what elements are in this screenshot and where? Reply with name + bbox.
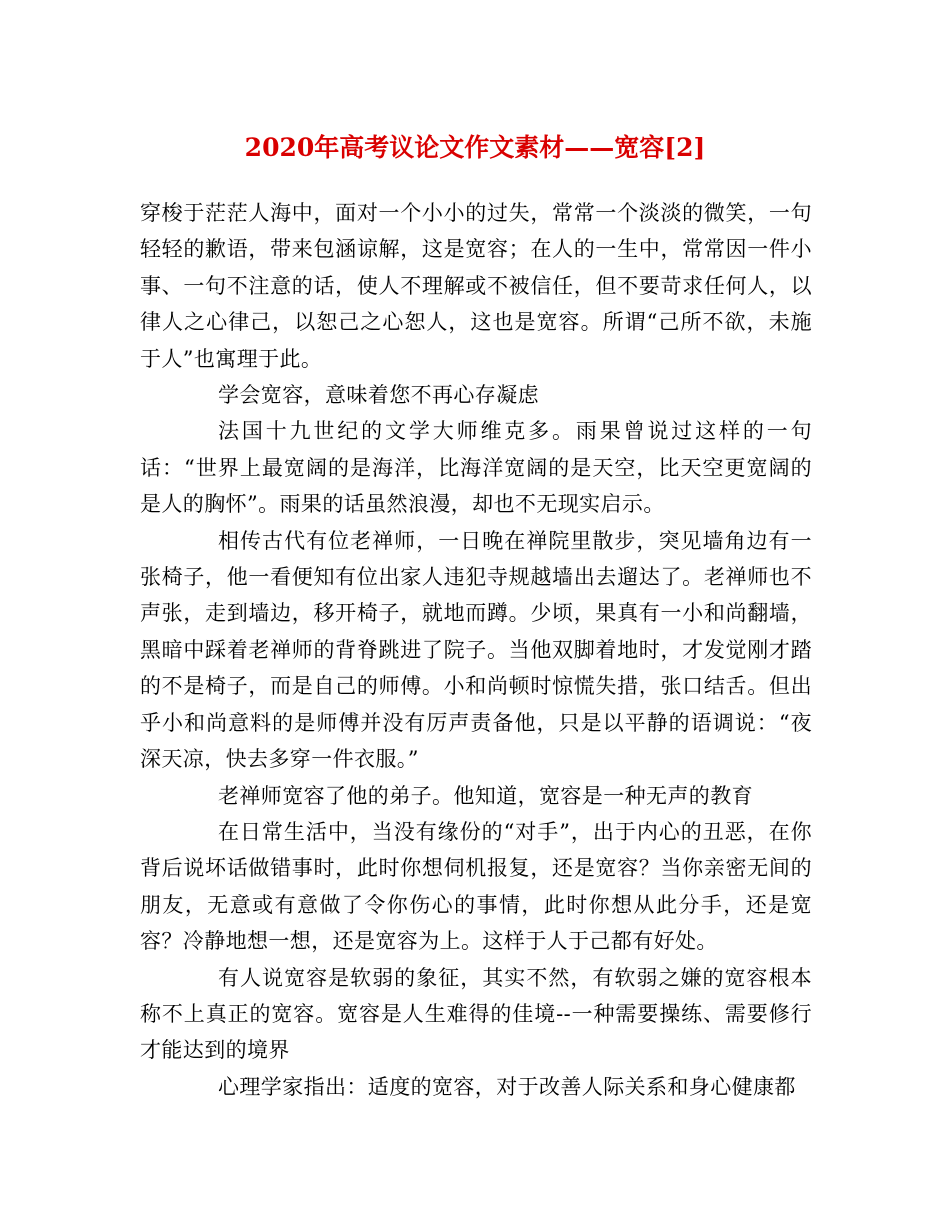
paragraph-intro: 穿梭于茫茫人海中，面对一个小小的过失，常常一个淡淡的微笑，一句轻轻的歉语，带来包涵谅解，这是宽容；在人的一生中，常常因一件小事、一句不注意的话，使人不理解或不被信任，但不要苛求任何人，以律人之心律己，以恕己之心恕人，这也是宽容。所谓“己所不欲，未施于人”也寓理于此。 — [140, 201, 812, 371]
paragraph-not-weakness: 有人说宽容是软弱的象征，其实不然，有软弱之嫌的宽容根本称不上真正的宽容。宽容是人生难得的佳境--一种需要操练、需要修行才能达到的境界 — [140, 965, 812, 1063]
paragraph-silent-education: 老禅师宽容了他的弟子。他知道，宽容是一种无声的教育 — [218, 783, 753, 808]
paragraph-daily-life: 在日常生活中，当没有缘份的“对手”，出于内心的丑恶，在你背后说坏话做错事时，此时你想伺机报复，还是宽容？当你亲密无间的朋友，无意或有意做了令你伤心的事情，此时你想从此分手，还是宽容？冷静地想一想，还是宽容为上。这样于人于己都有好处。 — [140, 819, 812, 954]
paragraph-psychologist: 心理学家指出：适度的宽容，对于改善人际关系和身心健康都 — [218, 1074, 796, 1099]
paragraph-hugo-quote: 法国十九世纪的文学大师维克多。雨果曾说过这样的一句话：“世界上最宽阔的是海洋，比海洋宽阔的是天空，比天空更宽阔的是人的胸怀”。雨果的话虽然浪漫，却也不无现实启示。 — [140, 419, 812, 517]
document-title: 2020年高考议论文作文素材——宽容[2] — [244, 133, 706, 162]
document-body — [140, 195, 812, 1105]
paragraph-zen-master-story: 相传古代有位老禅师，一日晚在禅院里散步，突见墙角边有一张椅子，他一看便知有位出家人违犯寺规越墙出去遛达了。老禅师也不声张，走到墙边，移开椅子，就地而蹲。少顷，果真有一小和尚翻墙，黑暗中踩着老禅师的背脊跳进了院子。当他双脚着地时，才发觉刚才踏的不是椅子，而是自己的师傅。小和尚顿时惊慌失措，张口结舌。但出乎小和尚意料的是师傅并没有厉声责备他，只是以平静的语调说：“夜深天凉，快去多穿一件衣服。” — [140, 528, 812, 772]
paragraph-learn-tolerance: 学会宽容，意味着您不再心存凝虑 — [218, 383, 539, 408]
